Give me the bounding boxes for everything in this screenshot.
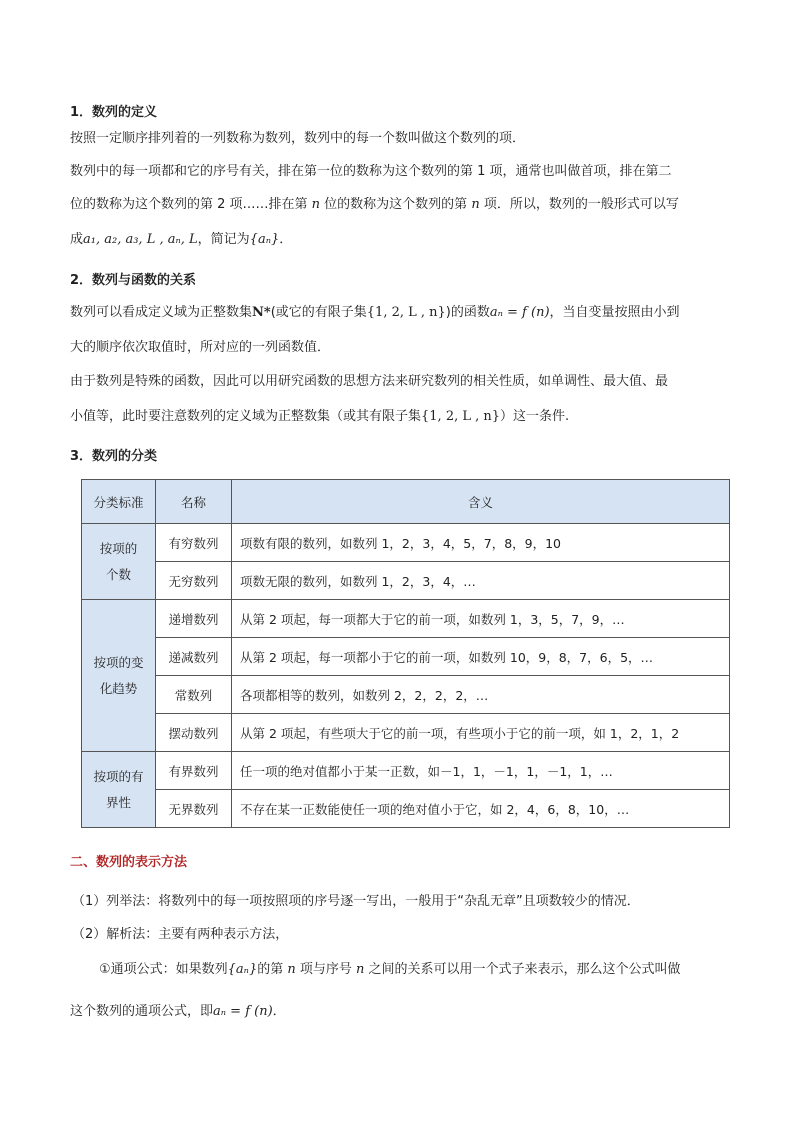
name-cell: 递减数列 xyxy=(156,638,232,676)
meaning-cell: 从第 2 项起，每一项都小于它的前一项，如数列 10，9，8，7，6，5，… xyxy=(232,638,730,676)
table-row xyxy=(82,600,730,638)
meaning-cell: 各项都相等的数列，如数列 2，2，2，2，… xyxy=(232,676,730,714)
header-cell: 含义 xyxy=(232,480,730,524)
sequence-notation: {aₙ} xyxy=(227,962,258,977)
name-cell: 无界数列 xyxy=(156,790,232,828)
general-form-formula: a₁, a₂, a₃, L , aₙ, L xyxy=(83,232,198,247)
table-row xyxy=(82,562,730,600)
paragraph-line: （2）解析法：主要有两种表示方法， xyxy=(72,927,289,942)
meaning-cell: 从第 2 项起，每一项都大于它的前一项，如数列 1，3，5，7，9，… xyxy=(232,600,730,638)
paragraph-line: ①通项公式：如果数列{aₙ}的第 n 项与序号 n 之间的关系可以用一个式子来表示，那么这个公式叫做 xyxy=(99,962,681,977)
category-cell: 按项的有 界性 xyxy=(82,752,156,828)
category-cell: 按项的变 化趋势 xyxy=(82,600,156,752)
general-term-formula: aₙ = f (n) xyxy=(213,1004,273,1019)
meaning-cell: 不存在某一正数能使任一项的绝对值小于它，如 2，4，6，8，10，… xyxy=(232,790,730,828)
section-heading-function-relation: 2．数列与函数的关系 xyxy=(70,273,197,288)
meaning-cell: 项数有限的数列，如数列 1，2，3，4，5，7，8，9，10 xyxy=(232,524,730,562)
meaning-cell: 从第 2 项起，有些项大于它的前一项，有些项小于它的前一项，如 1，2，1，2 xyxy=(232,714,730,752)
section-heading-definition: 1．数列的定义 xyxy=(70,105,158,120)
section-heading-representation: 二、数列的表示方法 xyxy=(70,855,188,870)
category-cell: 按项的 个数 xyxy=(82,524,156,600)
header-cell: 分类标准 xyxy=(82,480,156,524)
name-cell: 有穷数列 xyxy=(156,524,232,562)
paragraph-line: 这个数列的通项公式，即aₙ = f (n)． xyxy=(70,1004,286,1019)
table-row xyxy=(82,790,730,828)
name-cell: 有界数列 xyxy=(156,752,232,790)
table-row xyxy=(82,638,730,676)
table-row xyxy=(82,714,730,752)
table-row xyxy=(82,752,730,790)
section-heading-classification: 3．数列的分类 xyxy=(70,449,158,464)
name-cell: 摆动数列 xyxy=(156,714,232,752)
paragraph-line: （1）列举法：将数列中的每一项按照项的序号逐一写出，一般用于“杂乱无章”且项数较少的情况． xyxy=(72,894,640,909)
header-cell: 名称 xyxy=(156,480,232,524)
paragraph-line: 成a₁, a₂, a₃, L , aₙ, L，简记为{aₙ}． xyxy=(70,232,293,247)
paragraph-line: 大的顺序依次取值时，所对应的一列函数值． xyxy=(70,340,331,355)
name-cell: 递增数列 xyxy=(156,600,232,638)
meaning-cell: 项数无限的数列，如数列 1，2，3，4，… xyxy=(232,562,730,600)
table-row xyxy=(82,676,730,714)
name-cell: 常数列 xyxy=(156,676,232,714)
name-cell: 无穷数列 xyxy=(156,562,232,600)
paragraph-line: 位的数称为这个数列的第 2 项……排在第 n 位的数称为这个数列的第 n 项．所以，数列的一般形式可以写 xyxy=(70,197,679,212)
paragraph-line: 由于数列是特殊的函数，因此可以用研究函数的思想方法来研究数列的相关性质，如单调性、最大值、最 xyxy=(70,374,669,389)
sequence-notation: {aₙ} xyxy=(249,232,280,247)
paragraph-line: 小值等，此时要注意数列的定义域为正整数集（或其有限子集{1, 2, L , n}）这一条件. xyxy=(70,409,570,424)
paragraph-line: 数列中的每一项都和它的序号有关，排在第一位的数称为这个数列的第 1 项，通常也叫做首项，排在第二 xyxy=(70,164,672,179)
meaning-cell: 任一项的绝对值都小于某一正数，如－1，1，－1，1，－1，1，… xyxy=(232,752,730,790)
function-formula: aₙ = f (n) xyxy=(489,305,550,320)
table-header-row xyxy=(82,480,730,524)
classification-table xyxy=(81,479,730,828)
paragraph-line: 数列可以看成定义域为正整数集N*(或它的有限子集{1, 2, L , n})的函数aₙ = f (n)，当自变量按照由小到 xyxy=(70,305,680,320)
paragraph-line: 按照一定顺序排列着的一列数称为数列，数列中的每一个数叫做这个数列的项． xyxy=(70,131,526,146)
table-row xyxy=(82,524,730,562)
